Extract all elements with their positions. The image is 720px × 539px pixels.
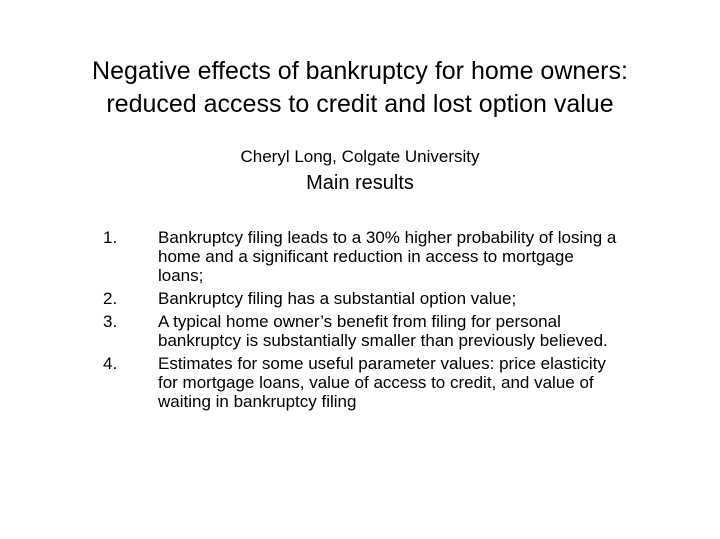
result-number: 1. — [103, 228, 118, 247]
results-list — [103, 228, 623, 415]
result-item-4 — [103, 354, 623, 411]
result-item-2 — [103, 289, 623, 308]
section-subtitle: Main results — [306, 172, 414, 194]
result-item-3 — [103, 312, 623, 350]
result-text: Bankruptcy filing leads to a 30% higher probability of losing a home and a significant reduction in access to mortgage loans; — [158, 228, 617, 285]
author-affiliation: Cheryl Long, Colgate University — [240, 147, 480, 166]
result-number: 4. — [103, 354, 118, 373]
result-text: Estimates for some useful parameter values: price elasticity for mortgage loans, value of access to credit, and value of waiting in bankruptcy filing — [158, 354, 606, 411]
result-number: 2. — [103, 289, 118, 308]
result-text: Bankruptcy filing has a substantial option value; — [158, 289, 517, 308]
result-number: 3. — [103, 312, 118, 331]
title-line-1: Negative effects of bankruptcy for home owners: — [92, 57, 628, 85]
result-item-1 — [103, 228, 623, 285]
result-text: A typical home owner’s benefit from filing for personal bankruptcy is substantially smaller than previously believed. — [158, 312, 608, 350]
slide-title — [20, 55, 700, 121]
title-line-2: reduced access to credit and lost option value — [106, 90, 614, 118]
